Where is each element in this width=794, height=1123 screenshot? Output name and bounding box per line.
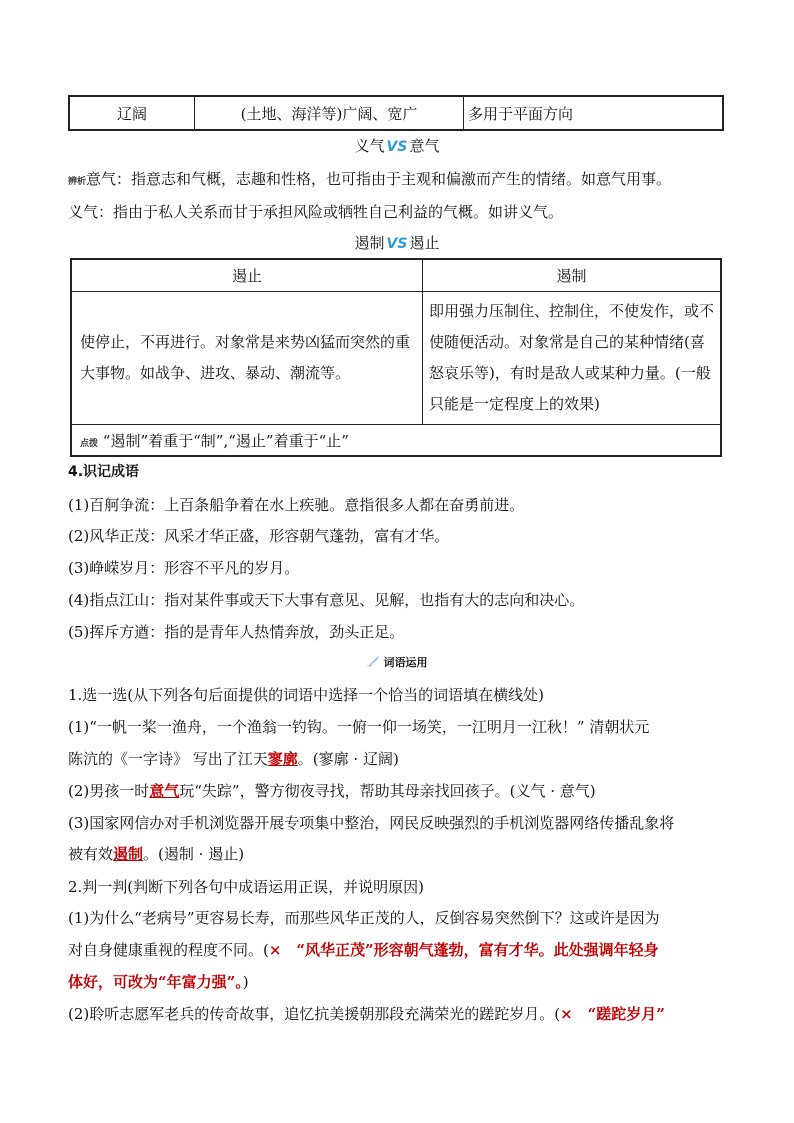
vs-badge: VS — [386, 139, 408, 155]
table-note-cell — [71, 425, 721, 457]
idiom-item: (1)百舸争流：上百条船争着在水上疾驰。意指很多人都在奋勇前进。 — [68, 496, 525, 514]
question-text: (2)聆听志愿军老兵的传奇故事，追忆抗美援朝那段充满荣光的蹉跎岁月。( — [68, 1005, 561, 1023]
question-2-1-line-b — [68, 939, 728, 960]
pair-left-word: 遏制 — [354, 234, 385, 252]
table-cell: 使停止，不再进行。对象常是来势凶猛而突然的重大事物。如战争、进攻、暴动、潮流等。 — [71, 292, 423, 425]
answer-explanation: × “蹉跎岁月” — [560, 1005, 665, 1023]
pair-left-word: 义气 — [354, 137, 385, 155]
question-text: 对自身健康重视的程度不同。( — [68, 941, 269, 959]
question-1-3-line-b — [68, 843, 728, 864]
table-note-row — [71, 425, 721, 457]
question-text: 被有效 — [68, 845, 114, 863]
answer-word: 意气 — [149, 782, 180, 800]
answer-word: 寥廓 — [267, 750, 298, 768]
note-text: “遏制”着重于“制”,“遏止”着重于“止” — [102, 431, 349, 450]
table-header-cell: 遏止 — [71, 259, 423, 292]
pair-title-ezhi — [0, 232, 794, 253]
question-1-2 — [68, 780, 728, 801]
question-1-title: 1.选一选(从下列各句后面提供的词语中选择一个恰当的词语填在横线处) — [68, 686, 545, 704]
pair-right-word: 意气 — [409, 137, 440, 155]
vs-badge: VS — [386, 236, 408, 252]
usage-heading — [0, 654, 794, 670]
answer-explanation: 体好，可改为“年富力强”。 — [68, 973, 243, 991]
table-row — [69, 96, 723, 130]
question-text: 。(遏制 · 遏止) — [143, 845, 245, 863]
pen-icon — [367, 655, 381, 667]
analysis-tag: 辨析 — [68, 177, 87, 187]
answer-explanation: × “风华正茂”形容朝气蓬勃，富有才华。此处强调年轻身 — [268, 941, 659, 959]
question-1-1-line-b — [68, 748, 728, 769]
comparison-table-top — [68, 95, 724, 131]
question-text: 。(寥廓 · 辽阔) — [297, 750, 399, 768]
table-header-cell: 遏制 — [423, 259, 722, 292]
analysis-line-1 — [68, 168, 728, 189]
question-2-2 — [68, 1003, 728, 1024]
question-text: (2)男孩一时 — [68, 782, 150, 800]
table-cell: (土地、海洋等)广阔、宽广 — [195, 96, 464, 130]
table-row — [71, 292, 721, 425]
note-tag: 点拨 — [80, 438, 99, 449]
section-title-idioms: 4.识记成语 — [68, 464, 140, 480]
table-cell: 即用强力压制住、控制住，不使发作，或不使随便活动。对象常是自己的某种情绪(喜怒哀乐等)，有时是敌人或某种力量。(一般只能是一定程度上的效果) — [423, 292, 722, 425]
idiom-item: (3)峥嵘岁月：形容不平凡的岁月。 — [68, 559, 300, 577]
idiom-item: (4)指点江山：指对某件事或天下大事有意见、见解，也指有大的志向和决心。 — [68, 591, 585, 609]
table-cell: 辽阔 — [69, 96, 195, 130]
question-1-3-line-a: (3)国家网信办对手机浏览器开展专项集中整治，网民反映强烈的手机浏览器网络传播乱象将 — [68, 814, 675, 832]
analysis-text: 意气：指意志和气概，志趣和性格，也可指由于主观和偏激而产生的情绪。如意气用事。 — [86, 170, 672, 188]
pair-title-yiqi — [0, 135, 794, 156]
usage-title: 词语运用 — [383, 656, 428, 669]
question-text: 玩“失踪”，警方彻夜寻找，帮助其母亲找回孩子。(义气 · 意气) — [179, 782, 596, 800]
table-cell: 多用于平面方向 — [464, 96, 724, 130]
question-2-1-line-a: (1)为什么“老病号”更容易长寿，而那些风华正茂的人，反倒容易突然倒下？这或许是因为 — [68, 909, 660, 927]
question-2-title: 2.判一判(判断下列各句中成语运用正误，并说明原因) — [68, 878, 425, 896]
question-2-1-line-c — [68, 971, 728, 992]
question-text: 陈沆的《一字诗》 写出了江天 — [68, 750, 268, 768]
table-header-row — [71, 259, 721, 292]
question-1-1-line-a: (1)“一帆一桨一渔舟，一个渔翁一钓钩。一俯一仰一场笑，一江明月一江秋！” 清朝状元 — [68, 718, 650, 736]
analysis-line-2: 义气：指由于私人关系而甘于承担风险或牺牲自己利益的气概。如讲义气。 — [68, 203, 564, 221]
question-text: ) — [242, 973, 249, 991]
idiom-item: (2)风华正茂：风采才华正盛，形容朝气蓬勃，富有才华。 — [68, 527, 450, 545]
comparison-table-ezhi — [70, 258, 722, 457]
idiom-item: (5)挥斥方遒：指的是青年人热情奔放，劲头正足。 — [68, 623, 405, 641]
pair-right-word: 遏止 — [409, 234, 440, 252]
answer-word: 遏制 — [113, 845, 144, 863]
